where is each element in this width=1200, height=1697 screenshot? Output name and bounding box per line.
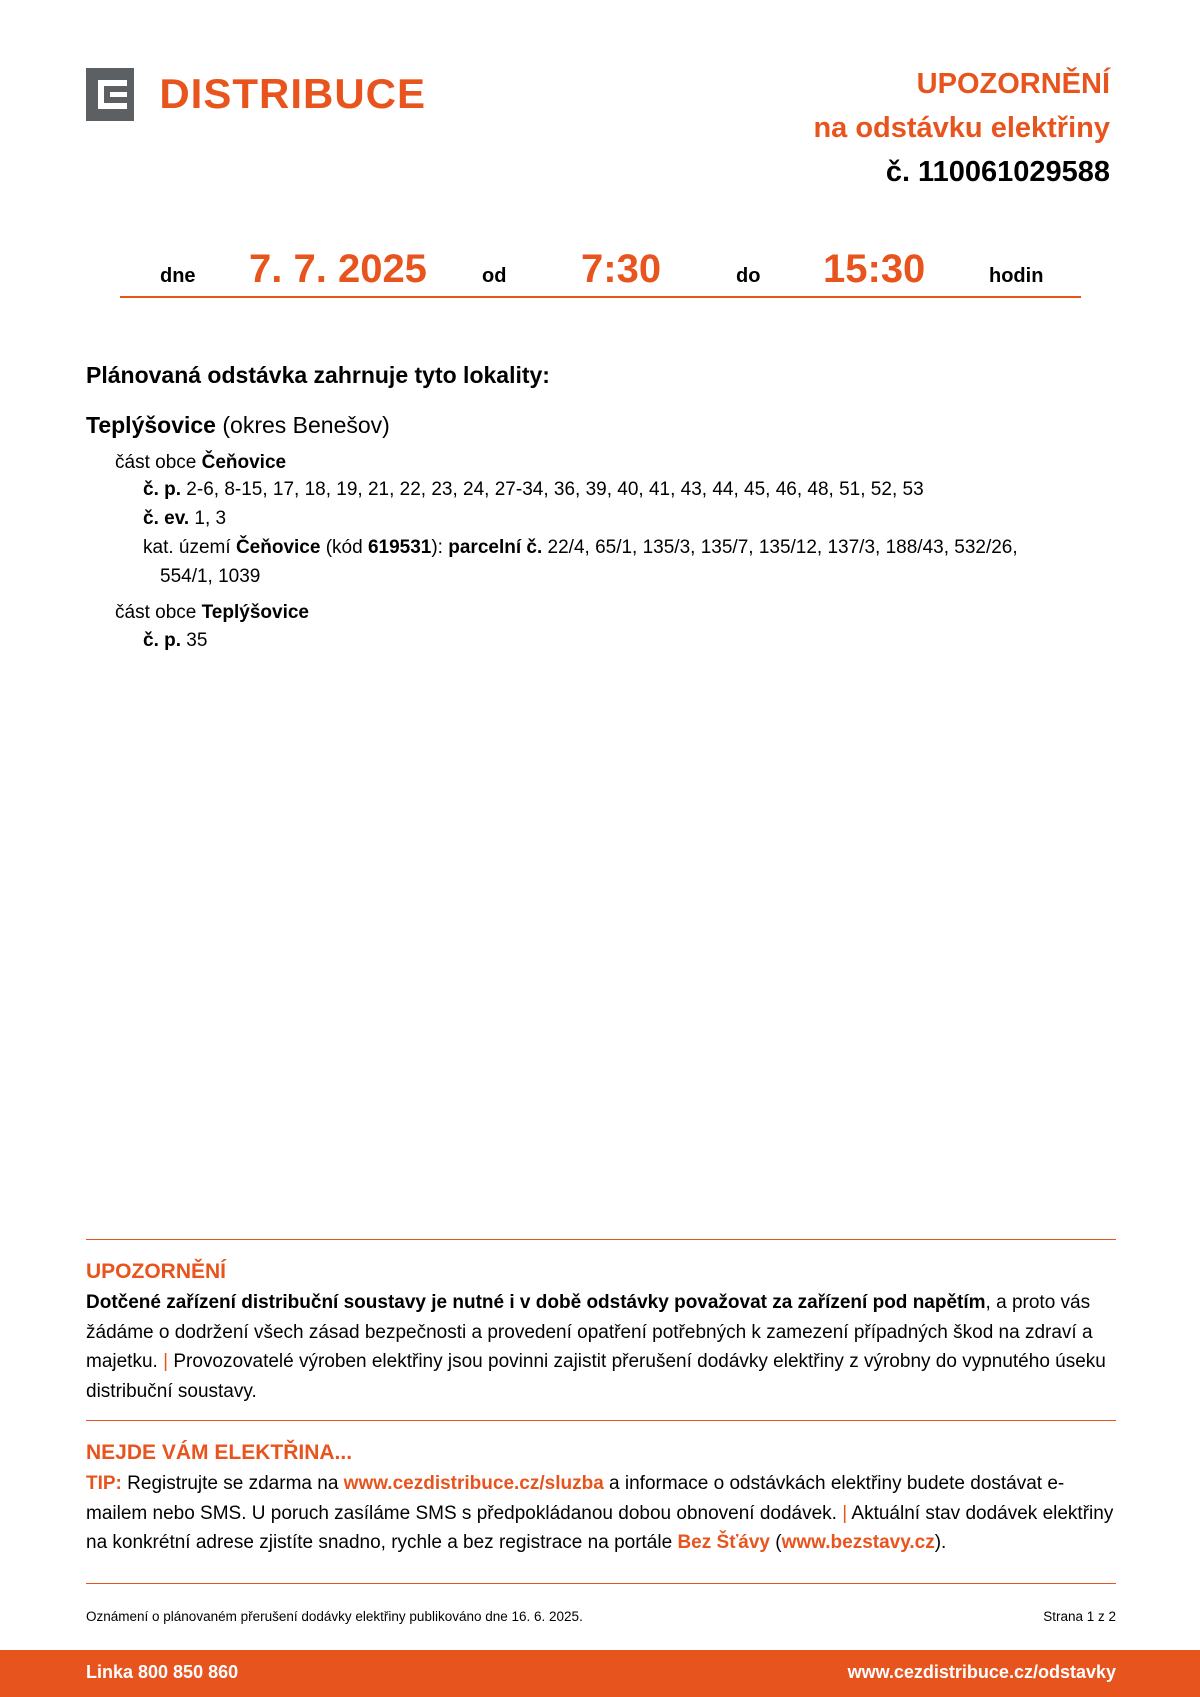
warning-bold-text: Dotčené zařízení distribuční soustavy je nutné i v době odstávky považovat za zařízení pod napětím (86, 1292, 986, 1313)
outages-website-link[interactable]: www.cezdistribuce.cz/odstavky (847, 1662, 1116, 1682)
warning-text-part1: , a proto vás žádáme o dodržení všech zásad bezpečnosti a provedení opatření potřebných k zamezení případných škod na zdraví a majetku. (86, 1292, 1093, 1372)
page-number: Strana 1 z 2 (1043, 1609, 1116, 1624)
parcel-values-continued: 554/1, 1039 (160, 566, 261, 587)
notice-number: č. 110061029588 (885, 156, 1110, 188)
notice-subtitle: na odstávku elektřiny (813, 112, 1110, 144)
part-prefix: část obce (115, 452, 197, 473)
tip-text-part2: a informace o odstávkách elektřiny budete dostávat e-mailem nebo SMS. U poruch zasíláme SMS s předpokládanou dobou obnovení dodávek. (86, 1473, 1065, 1524)
cev-values: 1, 3 (194, 508, 227, 529)
house-numbers-line (143, 476, 924, 504)
tip-label: TIP: (86, 1473, 122, 1494)
no-power-title: NEJDE VÁM ELEKTŘINA... (86, 1441, 353, 1464)
part-of-municipality-2 (115, 599, 309, 627)
kat-prefix: kat. území (143, 537, 231, 558)
from-label: od (482, 265, 507, 287)
warning-title: UPOZORNĚNÍ (86, 1260, 227, 1283)
no-power-text (86, 1469, 1121, 1558)
warning-text-part2: Provozovatelé výroben elektřiny jsou povinni zajistit přerušení dodávky elektřiny z výrobny do vypnutého úseku distribuční soustavy. (86, 1351, 1106, 1402)
paren-close: ). (934, 1532, 947, 1553)
cev-label: č. ev. (143, 508, 190, 529)
publication-note: Oznámení o plánovaném přerušení dodávky elektřiny publikováno dne 16. 6. 2025. (86, 1609, 583, 1624)
municipality-district: (okres Benešov) (222, 412, 390, 438)
registration-link[interactable]: www.cezdistribuce.cz/sluzba (343, 1473, 604, 1494)
bezstavy-link[interactable]: www.bezstavy.cz (781, 1532, 935, 1553)
from-time: 7:30 (581, 247, 662, 291)
outage-date: 7. 7. 2025 (249, 247, 427, 291)
hours-label: hodin (989, 265, 1044, 287)
portal-name: Bez Šťávy (677, 1532, 770, 1553)
kat-code: 619531 (367, 537, 432, 558)
company-logo (86, 66, 426, 122)
notice-header (813, 62, 1110, 194)
kat-code-suffix: ): (431, 537, 443, 558)
notice-title: UPOZORNĚNÍ (916, 68, 1110, 100)
parcel-values: 22/4, 65/1, 135/3, 135/7, 135/12, 137/3, 188/43, 532/26, (547, 537, 1018, 558)
tip-text-part3: Aktuální stav dodávek elektřiny na konkrétní adrese zjistíte snadno, rychle a bez registrace na portále (86, 1502, 1114, 1553)
divider (86, 1583, 1116, 1584)
cadastral-line (143, 534, 1018, 562)
house-numbers-line-2 (143, 627, 207, 655)
warning-text (86, 1288, 1121, 1406)
registration-numbers-line (143, 505, 226, 533)
part-prefix: část obce (115, 602, 197, 623)
cp-label: č. p. (143, 630, 182, 651)
part-name: Teplýšovice (201, 602, 309, 623)
part-of-municipality-1 (115, 449, 286, 477)
text-separator: | (842, 1502, 848, 1524)
cp-values: 2-6, 8-15, 17, 18, 19, 21, 22, 23, 24, 27-34, 36, 39, 40, 41, 43, 44, 45, 46, 48, 51, 52, 53 (186, 479, 924, 500)
locations-heading: Plánovaná odstávka zahrnuje tyto lokality: (86, 362, 550, 388)
municipality (86, 412, 390, 439)
parcel-label: parcelní č. (448, 537, 543, 558)
logo-mark-icon (86, 68, 134, 121)
divider (86, 1420, 1116, 1421)
text-separator: | (163, 1351, 169, 1372)
kat-name: Čeňovice (235, 537, 321, 558)
part-name: Čeňovice (201, 452, 287, 473)
cp-label: č. p. (143, 479, 182, 500)
day-label: dne (160, 265, 196, 287)
divider (86, 1239, 1116, 1240)
municipality-name: Teplýšovice (86, 412, 216, 438)
to-time: 15:30 (823, 247, 926, 291)
to-label: do (736, 265, 761, 287)
hotline[interactable]: Linka 800 850 860 (86, 1662, 239, 1682)
schedule-row (120, 244, 1081, 298)
kat-code-prefix: (kód (325, 537, 363, 558)
footer-bar (0, 1650, 1200, 1697)
tip-text-part1: Registrujte se zdarma na (127, 1473, 339, 1494)
paren-open: ( (775, 1532, 782, 1553)
cp-values: 35 (186, 630, 208, 651)
logo-text: DISTRIBUCE (159, 70, 426, 117)
